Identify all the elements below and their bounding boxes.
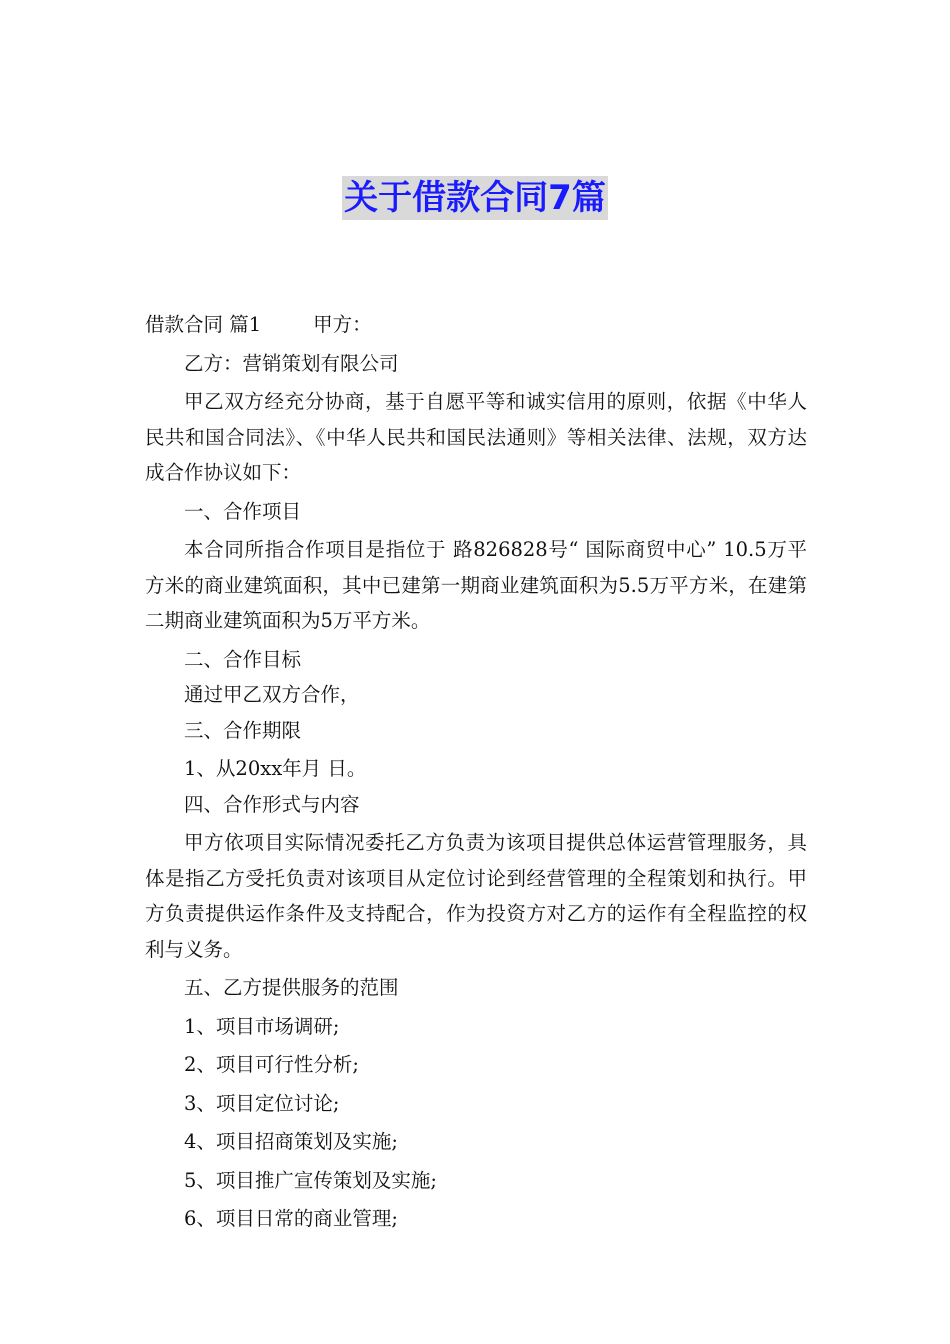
paragraph-section-3-body: 1、从20xx年月 日。 [184, 757, 367, 780]
paragraph-section-4-title: 四、合作形式与内容 [184, 792, 360, 816]
list-item: 1、项目市场调研; [184, 1014, 340, 1038]
paragraph-section-1-title: 一、合作项目 [184, 499, 302, 523]
list-item: 3、项目定位讨论; [184, 1091, 340, 1115]
paragraph-section-5-title: 五、乙方提供服务的范围 [184, 976, 399, 999]
paragraph-section-4-body: 甲方依项目实际情况委托乙方负责为该项目提供总体运营管理服务，具体是指乙方受托负责对该项目从定位讨论到经营管理的全程策划和执行。甲方负责提供运作条件及支持配合，作为投资方对乙方的运作有全程监控的权利与义务。 [145, 831, 807, 961]
list-item: 6、项目日常的商业管理; [184, 1207, 398, 1230]
section-label: 借款合同 篇1 [145, 313, 262, 336]
list-item: 4、项目招商策划及实施; [184, 1130, 398, 1153]
list-item: 2、项目可行性分析; [184, 1053, 359, 1076]
paragraph-section-1-body: 本合同所指合作项目是指位于 路826828号“ 国际商贸中心” 10.5万平方米的商业建筑面积，其中已建第一期商业建筑面积为5.5万平方米，在建第二期商业建筑面积为5万平方米。 [145, 538, 807, 632]
document-title: 关于借款合同7篇 [344, 178, 606, 218]
paragraph-section-3-title: 三、合作期限 [184, 718, 302, 742]
paragraph-preamble: 甲乙双方经充分协商，基于自愿平等和诚实信用的原则，依据《中华人民共和国合同法》、《中华人民共和国民法通则》等相关法律、法规，双方达成合作协议如下： [145, 390, 807, 484]
paragraph-section-2-title: 二、合作目标 [184, 647, 302, 671]
title-container [0, 176, 950, 220]
paragraph-party-b: 乙方：营销策划有限公司 [184, 351, 399, 375]
document-body [145, 307, 807, 1237]
paragraph-section-2-body: 通过甲乙双方合作， [184, 683, 360, 706]
party-a-label: 甲方： [313, 313, 372, 336]
section-heading [145, 307, 807, 343]
list-item: 5、项目推广宣传策划及实施; [184, 1168, 437, 1192]
